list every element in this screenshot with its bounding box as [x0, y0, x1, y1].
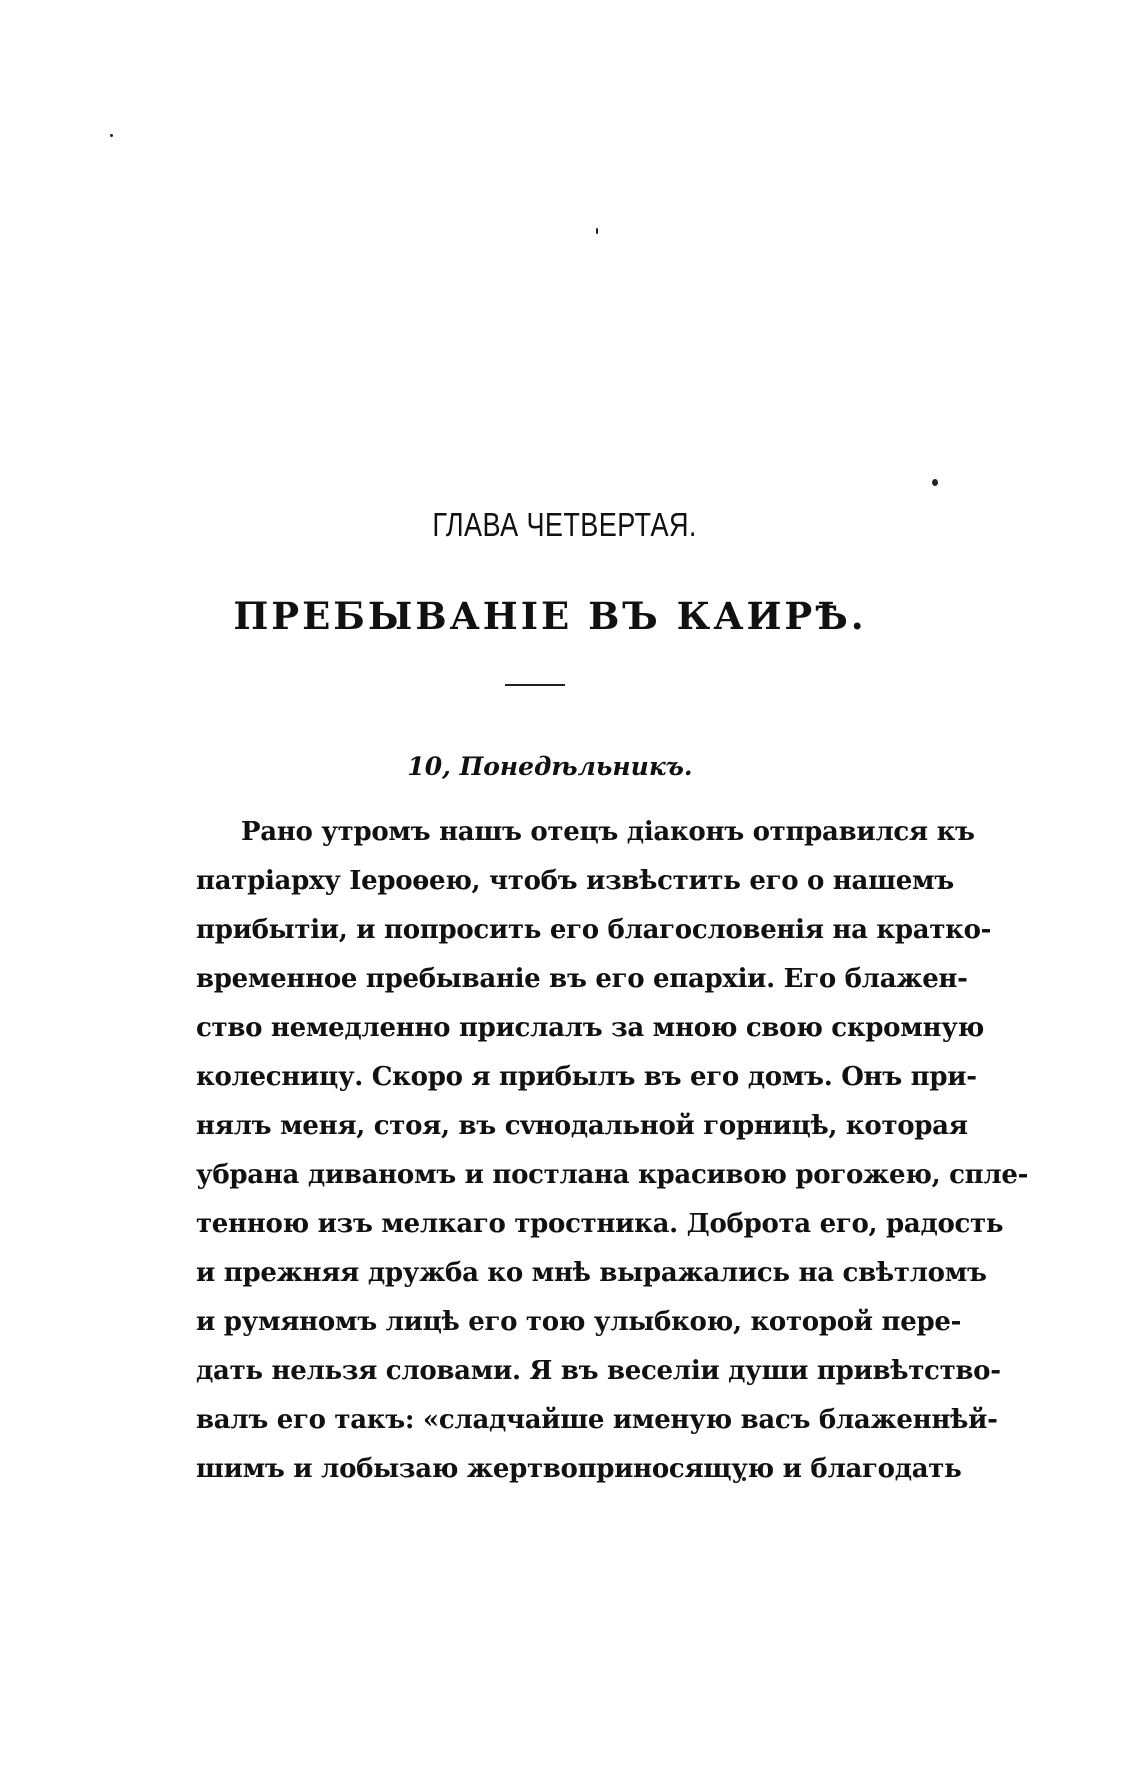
text-line: временное пребываніе въ его епархіи. Его блажен- [196, 964, 968, 994]
text-line: тенною изъ мелкаго тростника. Доброта его, радость [196, 1209, 1004, 1239]
text-line: шимъ и лобызаю жертвоприносящую и благодать [196, 1454, 962, 1484]
text-line: дать нельзя словами. Я въ веселіи души привѣтство- [196, 1356, 1001, 1386]
text-line: прибытіи, и попросить его благословенія на кратко- [196, 915, 992, 945]
chapter-title: ПРЕБЫВАНІЕ ВЪ КАИРѢ. [233, 594, 867, 638]
text-line: нялъ меня, стоя, въ сvнодальной горницѣ, которая [196, 1111, 968, 1141]
chapter-heading-text: ГЛАВА ЧЕТВЕРТАЯ. [432, 506, 697, 543]
text-line: колесницу. Скоро я прибылъ въ его домъ. Онъ при- [196, 1062, 977, 1092]
print-speck [932, 479, 938, 486]
text-line: ство немедленно прислалъ за мною свою скромную [196, 1013, 984, 1043]
text-line: валъ его такъ: «сладчайше именую васъ блаженнѣй- [196, 1405, 998, 1435]
text-line: и румяномъ лицѣ его тою улыбкою, которой пере- [196, 1307, 962, 1337]
text-line: и прежняя дружба ко мнѣ выражались на свѣтломъ [196, 1258, 987, 1288]
text-line: убрана диваномъ и постлана красивою рогожею, спле- [196, 1160, 1029, 1190]
chapter-heading [97, 506, 1032, 544]
body-text [196, 808, 1029, 1494]
date-heading: 10, Понедѣльникъ. [407, 752, 693, 781]
print-speck [110, 134, 113, 137]
divider-rule [505, 684, 565, 686]
text-line: Рано утромъ нашъ отецъ діаконъ отправился къ [241, 817, 975, 847]
text-line: патріарху Іероѳею, чтобъ извѣстить его о нашемъ [196, 866, 954, 896]
print-speck [596, 228, 598, 234]
